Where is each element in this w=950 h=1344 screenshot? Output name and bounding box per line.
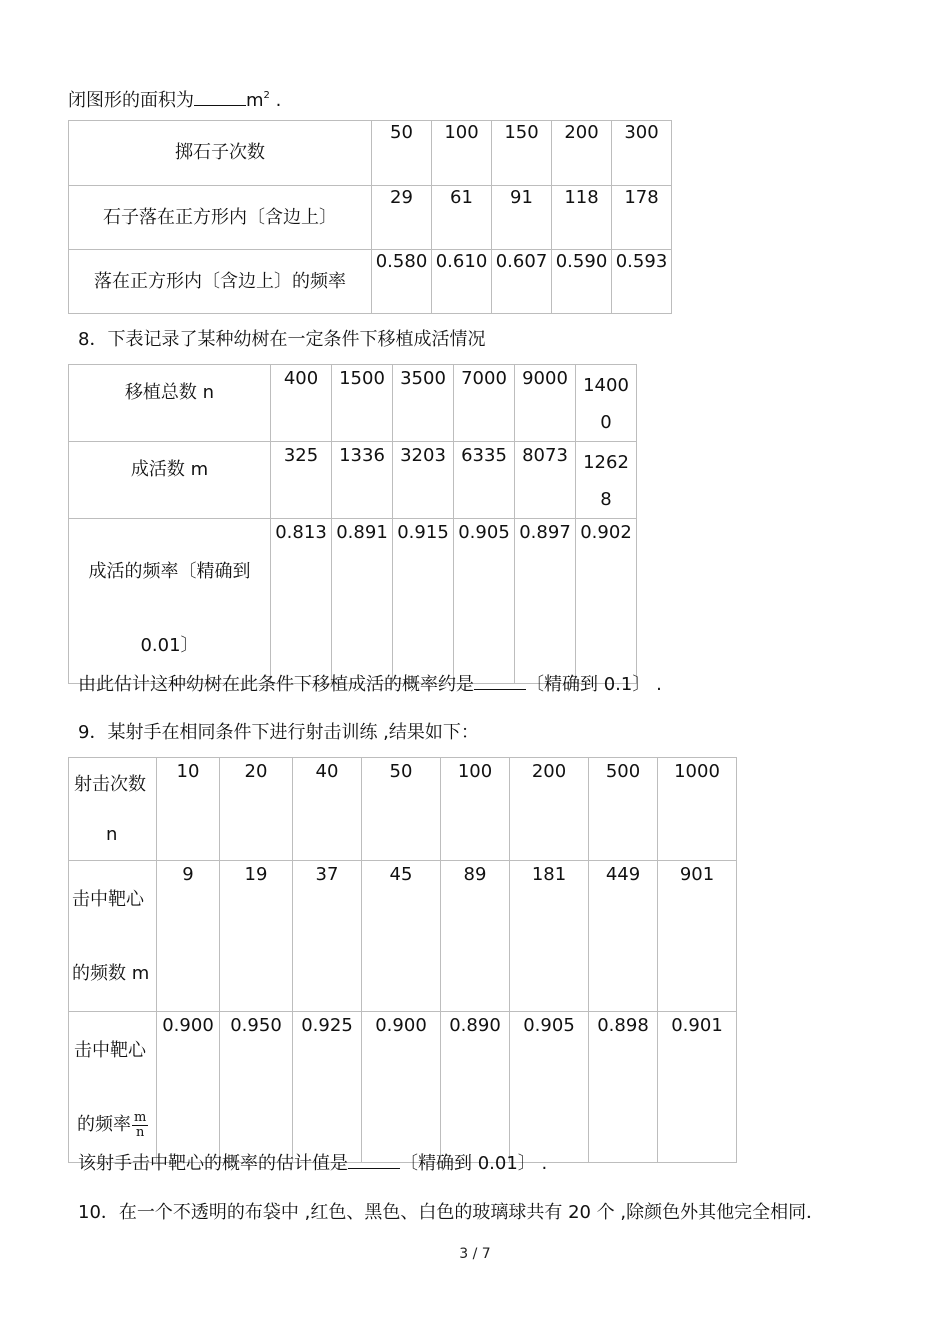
table-cell: 40	[293, 758, 362, 861]
table-cell: 50	[372, 121, 432, 186]
label-line: 的频数 m	[72, 963, 150, 984]
table-cell: 0.915	[393, 519, 454, 684]
cell-part: 1400	[583, 375, 629, 396]
table-cell: 0.580	[372, 250, 432, 314]
row-label	[69, 861, 157, 1012]
table-cell: 91	[492, 186, 552, 250]
table-cell: 400	[271, 365, 332, 442]
table-cell: 0.813	[271, 519, 332, 684]
question-8-title: 8．下表记录了某种幼树在一定条件下移植成活情况	[78, 329, 486, 350]
table-cell: 0.897	[515, 519, 576, 684]
unit-exponent: 2	[263, 90, 270, 101]
table-cell	[576, 365, 637, 442]
table-cell: 500	[589, 758, 658, 861]
table-cell: 200	[510, 758, 589, 861]
fraction-m-over-n	[132, 1111, 148, 1140]
table-cell: 0.891	[332, 519, 393, 684]
intro-suffix: .	[269, 90, 282, 111]
prompt-suffix: 〔精确到 0.1〕 .	[526, 674, 662, 695]
table-row	[69, 121, 672, 186]
table-cell: 3203	[393, 442, 454, 519]
intro-line	[68, 84, 281, 113]
table-cell: 118	[552, 186, 612, 250]
label-line: 射击次数	[74, 774, 146, 795]
sapling-transplant-table	[68, 364, 637, 684]
table-cell: 37	[293, 861, 362, 1012]
prompt-text: 该射手击中靶心的概率的估计值是	[78, 1153, 348, 1174]
row-label: 成活数 m	[69, 442, 271, 519]
table-cell: 181	[510, 861, 589, 1012]
table-row	[69, 519, 637, 684]
fraction-numerator: m	[134, 1109, 147, 1125]
cell-part: 8	[600, 489, 612, 510]
row-label: 落在正方形内〔含边上〕的频率	[69, 250, 372, 314]
prompt-suffix: 〔精确到 0.01〕 .	[400, 1153, 548, 1174]
row-label	[69, 1012, 157, 1163]
table-cell: 29	[372, 186, 432, 250]
table-cell: 89	[441, 861, 510, 1012]
stone-throw-table	[68, 120, 672, 314]
table-cell: 901	[658, 861, 737, 1012]
table-row	[69, 250, 672, 314]
table-cell: 3500	[393, 365, 454, 442]
table-cell: 1336	[332, 442, 393, 519]
table-cell: 61	[432, 186, 492, 250]
shooting-table	[68, 757, 737, 1163]
row-label: 石子落在正方形内〔含边上〕	[69, 186, 372, 250]
table-cell: 6335	[454, 442, 515, 519]
label-line: 击中靶心	[72, 889, 144, 910]
question-10-text: 10．在一个不透明的布袋中 ,红色、黑色、白色的玻璃球共有 20 个 ,除颜色外其他完全相同．	[78, 1202, 825, 1223]
table-cell: 0.905	[454, 519, 515, 684]
table-cell: 178	[612, 186, 672, 250]
table-cell: 20	[220, 758, 293, 861]
table-row	[69, 442, 637, 519]
table-cell: 0.607	[492, 250, 552, 314]
row-label	[69, 519, 271, 684]
table-cell: 1000	[658, 758, 737, 861]
table-cell: 0.890	[441, 1012, 510, 1163]
unit-text: m	[246, 90, 264, 111]
question-8-prompt	[78, 671, 662, 697]
table-cell: 50	[362, 758, 441, 861]
table-cell: 45	[362, 861, 441, 1012]
question-9-title: 9．某射手在相同条件下进行射击训练 ,结果如下：	[78, 722, 479, 743]
table-cell: 0.925	[293, 1012, 362, 1163]
table-row	[69, 758, 737, 861]
table-cell: 325	[271, 442, 332, 519]
cell-part: 1262	[583, 452, 629, 473]
table-cell: 300	[612, 121, 672, 186]
prompt-text: 由此估计这种幼树在此条件下移植成活的概率约是	[78, 674, 474, 695]
question-9-prompt	[78, 1150, 547, 1176]
table-cell: 100	[432, 121, 492, 186]
label-line: 的频率	[77, 1114, 131, 1135]
table-cell: 0.900	[157, 1012, 220, 1163]
label-line: 成活的频率〔精确到	[88, 561, 251, 582]
label-line: 0.01〕	[140, 635, 199, 656]
cell-part: 0	[600, 412, 612, 433]
table-row	[69, 1012, 737, 1163]
answer-blank	[194, 87, 246, 106]
table-cell: 0.590	[552, 250, 612, 314]
table-cell: 19	[220, 861, 293, 1012]
page-number: 3 / 7	[459, 1246, 491, 1262]
fraction-denominator: n	[135, 1124, 145, 1140]
row-label: 移植总数 n	[69, 365, 271, 442]
table-cell: 10	[157, 758, 220, 861]
table-cell: 0.593	[612, 250, 672, 314]
table-cell: 8073	[515, 442, 576, 519]
answer-blank	[348, 1150, 400, 1169]
table-cell: 9000	[515, 365, 576, 442]
table-cell: 0.950	[220, 1012, 293, 1163]
label-line: 击中靶心	[74, 1040, 146, 1061]
label-line: n	[106, 824, 118, 845]
intro-text: 闭图形的面积为	[68, 90, 194, 111]
answer-blank	[474, 671, 526, 690]
table-cell: 0.900	[362, 1012, 441, 1163]
table-cell: 0.610	[432, 250, 492, 314]
table-cell: 0.905	[510, 1012, 589, 1163]
table-cell: 100	[441, 758, 510, 861]
table-cell: 9	[157, 861, 220, 1012]
table-cell: 150	[492, 121, 552, 186]
row-label	[69, 758, 157, 861]
table-row	[69, 365, 637, 442]
table-cell: 1500	[332, 365, 393, 442]
row-label: 掷石子次数	[69, 121, 372, 186]
table-row	[69, 186, 672, 250]
table-cell: 0.898	[589, 1012, 658, 1163]
table-row	[69, 861, 737, 1012]
table-cell: 7000	[454, 365, 515, 442]
table-cell: 0.902	[576, 519, 637, 684]
table-cell	[576, 442, 637, 519]
table-cell: 0.901	[658, 1012, 737, 1163]
table-cell: 200	[552, 121, 612, 186]
table-cell: 449	[589, 861, 658, 1012]
